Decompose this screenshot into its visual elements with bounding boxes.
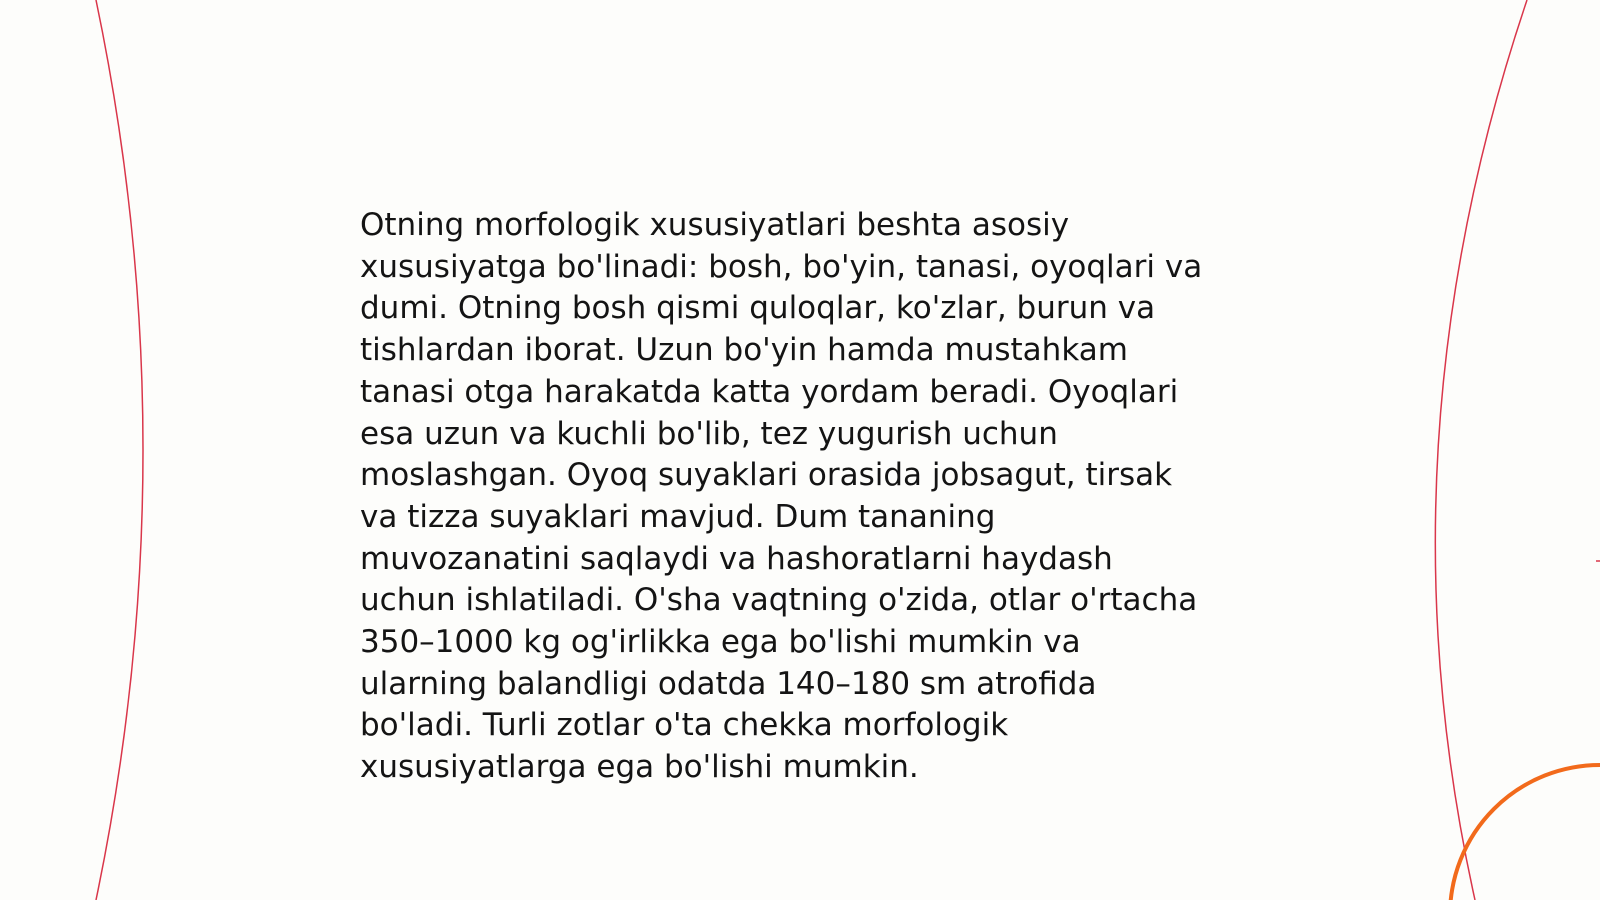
body-text: Otning morfologik xususiyatlari beshta asosiy xususiyatga bo'linadi: bosh, bo'yin, tanasi, oyoqlari va dumi. Otning bosh qismi quloqlar, ko'zlar, burun va tishlardan iborat. Uzun bo'yin hamda mustahkam tanasi otga harakatda katta yordam beradi. Oyoqlari esa uzun va kuchli bo'lib, tez yugurish uchun moslashgan. Oyoq suyaklari orasida jobsagut, tirsak va tizza suyaklari mavjud. Dum tananing muvozanatini saqlaydi va hashoratlarni haydash uchun ishlatiladi. O'sha vaqtning o'zida, otlar o'rtacha 350–1000 kg og'irlikka ega bo'lishi mumkin va ularning balandligi odatda 140–180 sm atrofida bo'ladi. Turli zotlar o'ta chekka morfologik xususiyatlarga ega bo'lishi mumkin. — [360, 207, 1203, 786]
orange-ring — [1450, 765, 1600, 900]
left-arc — [96, 0, 143, 900]
right-arc — [1435, 0, 1527, 900]
